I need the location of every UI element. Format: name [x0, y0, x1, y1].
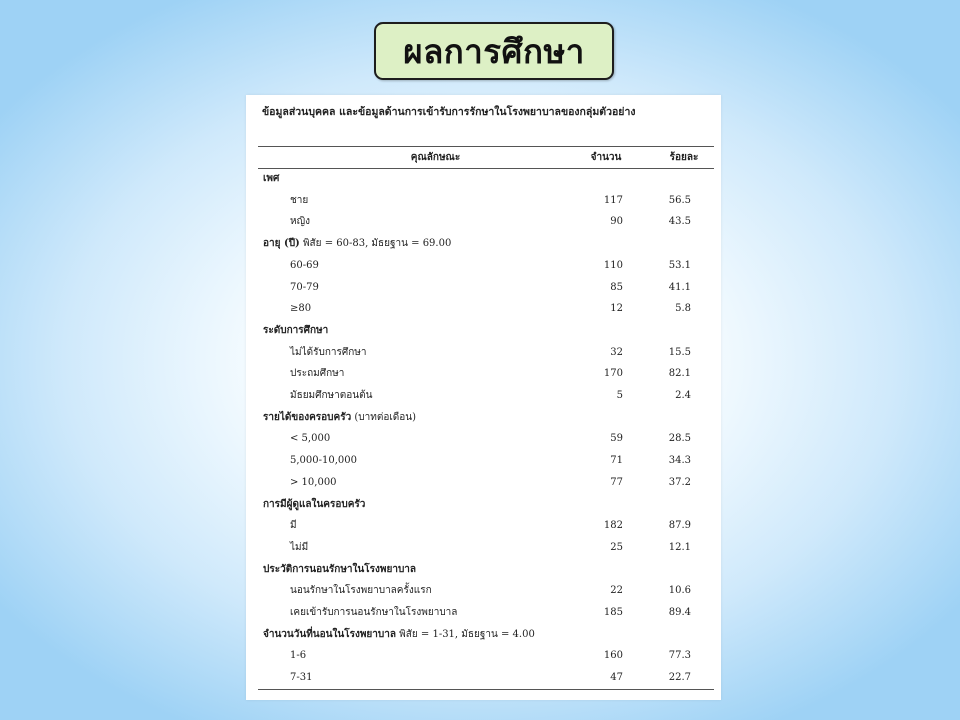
slide-title-box [374, 22, 614, 80]
table-row-label: หญิง [290, 216, 310, 227]
category-note: (บาทต่อเดือน) [351, 412, 416, 423]
category-title: เพศ [263, 173, 280, 184]
table-row-percent: 15.5 [668, 347, 691, 358]
table-row-label: 60-69 [290, 260, 319, 271]
category-note: พิสัย = 1-31, มัธยฐาน = 4.00 [395, 629, 535, 640]
table-row-label: เคยเข้ารับการนอนรักษาในโรงพยาบาล [290, 607, 458, 618]
table-row-count: 59 [610, 433, 623, 444]
table-category-label [263, 628, 535, 642]
table-category-label [263, 563, 416, 577]
table-row-label: มัธยมศึกษาตอนต้น [290, 390, 373, 401]
table-row-percent: 28.5 [668, 433, 691, 444]
category-title: จำนวนวันที่นอนในโรงพยาบาล [263, 629, 396, 640]
category-title: รายได้ของครอบครัว [263, 412, 352, 423]
table-row-label: มี [290, 520, 297, 531]
table-row-label: 7-31 [290, 672, 313, 683]
category-note: พิสัย = 60-83, มัธยฐาน = 69.00 [299, 238, 452, 249]
table-row-count: 77 [610, 477, 623, 488]
table-row-percent: 34.3 [668, 455, 691, 466]
table-row-count: 22 [610, 585, 623, 596]
table-row-label: ไม่มี [290, 542, 309, 553]
table-row-label: ประถมศึกษา [290, 368, 345, 379]
table-row-count: 117 [603, 195, 623, 206]
table-row-count: 185 [603, 607, 623, 618]
table-caption: ข้อมูลส่วนบุคคล และข้อมูลด้านการเข้ารับการรักษาในโรงพยาบาลของกลุ่มตัวอย่าง [262, 106, 636, 118]
table-top-rule [258, 146, 714, 147]
table-row-label: 1-6 [290, 650, 307, 661]
table-row-percent: 2.4 [675, 390, 691, 401]
table-category-label [263, 237, 451, 251]
table-row-percent: 41.1 [668, 282, 691, 293]
header-characteristic: คุณลักษณะ [410, 152, 461, 163]
table-row-count: 170 [603, 368, 623, 379]
table-row-percent: 77.3 [668, 650, 691, 661]
table-row-percent: 5.8 [675, 303, 691, 314]
table-row-count: 90 [610, 216, 623, 227]
table-row-percent: 53.1 [668, 260, 691, 271]
table-row-label: > 10,000 [290, 477, 337, 488]
header-percent: ร้อยละ [669, 152, 699, 163]
category-title: ประวัติการนอนรักษาในโรงพยาบาล [263, 564, 417, 575]
table-row-count: 160 [603, 650, 623, 661]
table-row-count: 110 [603, 260, 623, 271]
table-row-percent: 10.6 [668, 585, 691, 596]
table-row-count: 25 [610, 542, 623, 553]
table-row-label: 70-79 [290, 282, 319, 293]
table-row-count: 12 [610, 303, 623, 314]
table-row-percent: 12.1 [668, 542, 691, 553]
table-row-label: 5,000-10,000 [290, 455, 357, 466]
table-row-label: ไม่ได้รับการศึกษา [290, 347, 367, 358]
header-count: จำนวน [590, 152, 622, 163]
table-row-count: 71 [610, 455, 623, 466]
table-category-label [263, 324, 328, 338]
table-row-label: ≥80 [290, 303, 312, 314]
table-category-label [263, 172, 279, 186]
table-bottom-rule [258, 689, 714, 690]
table-row-label: ชาย [290, 195, 309, 206]
table-row-count: 32 [610, 347, 623, 358]
table-row-count: 85 [610, 282, 623, 293]
table-row-count: 47 [610, 672, 623, 683]
category-title: อายุ (ปี) [263, 238, 300, 249]
table-row-count: 5 [616, 390, 623, 401]
category-title: ระดับการศึกษา [263, 325, 329, 336]
table-category-label [263, 411, 416, 425]
table-row-label: < 5,000 [290, 433, 331, 444]
category-title: การมีผู้ดูแลในครอบครัว [263, 499, 366, 510]
table-row-percent: 22.7 [668, 672, 691, 683]
table-row-percent: 82.1 [668, 368, 691, 379]
table-row-percent: 37.2 [668, 477, 691, 488]
table-document [246, 95, 721, 700]
table-row-percent: 87.9 [668, 520, 691, 531]
slide-title: ผลการศึกษา [403, 31, 585, 71]
table-category-label [263, 498, 365, 512]
table-header-rule [258, 168, 714, 169]
table-row-label: นอนรักษาในโรงพยาบาลครั้งแรก [290, 585, 432, 596]
table-row-percent: 43.5 [668, 216, 691, 227]
table-row-percent: 89.4 [668, 607, 691, 618]
table-row-percent: 56.5 [668, 195, 691, 206]
table-row-count: 182 [603, 520, 623, 531]
